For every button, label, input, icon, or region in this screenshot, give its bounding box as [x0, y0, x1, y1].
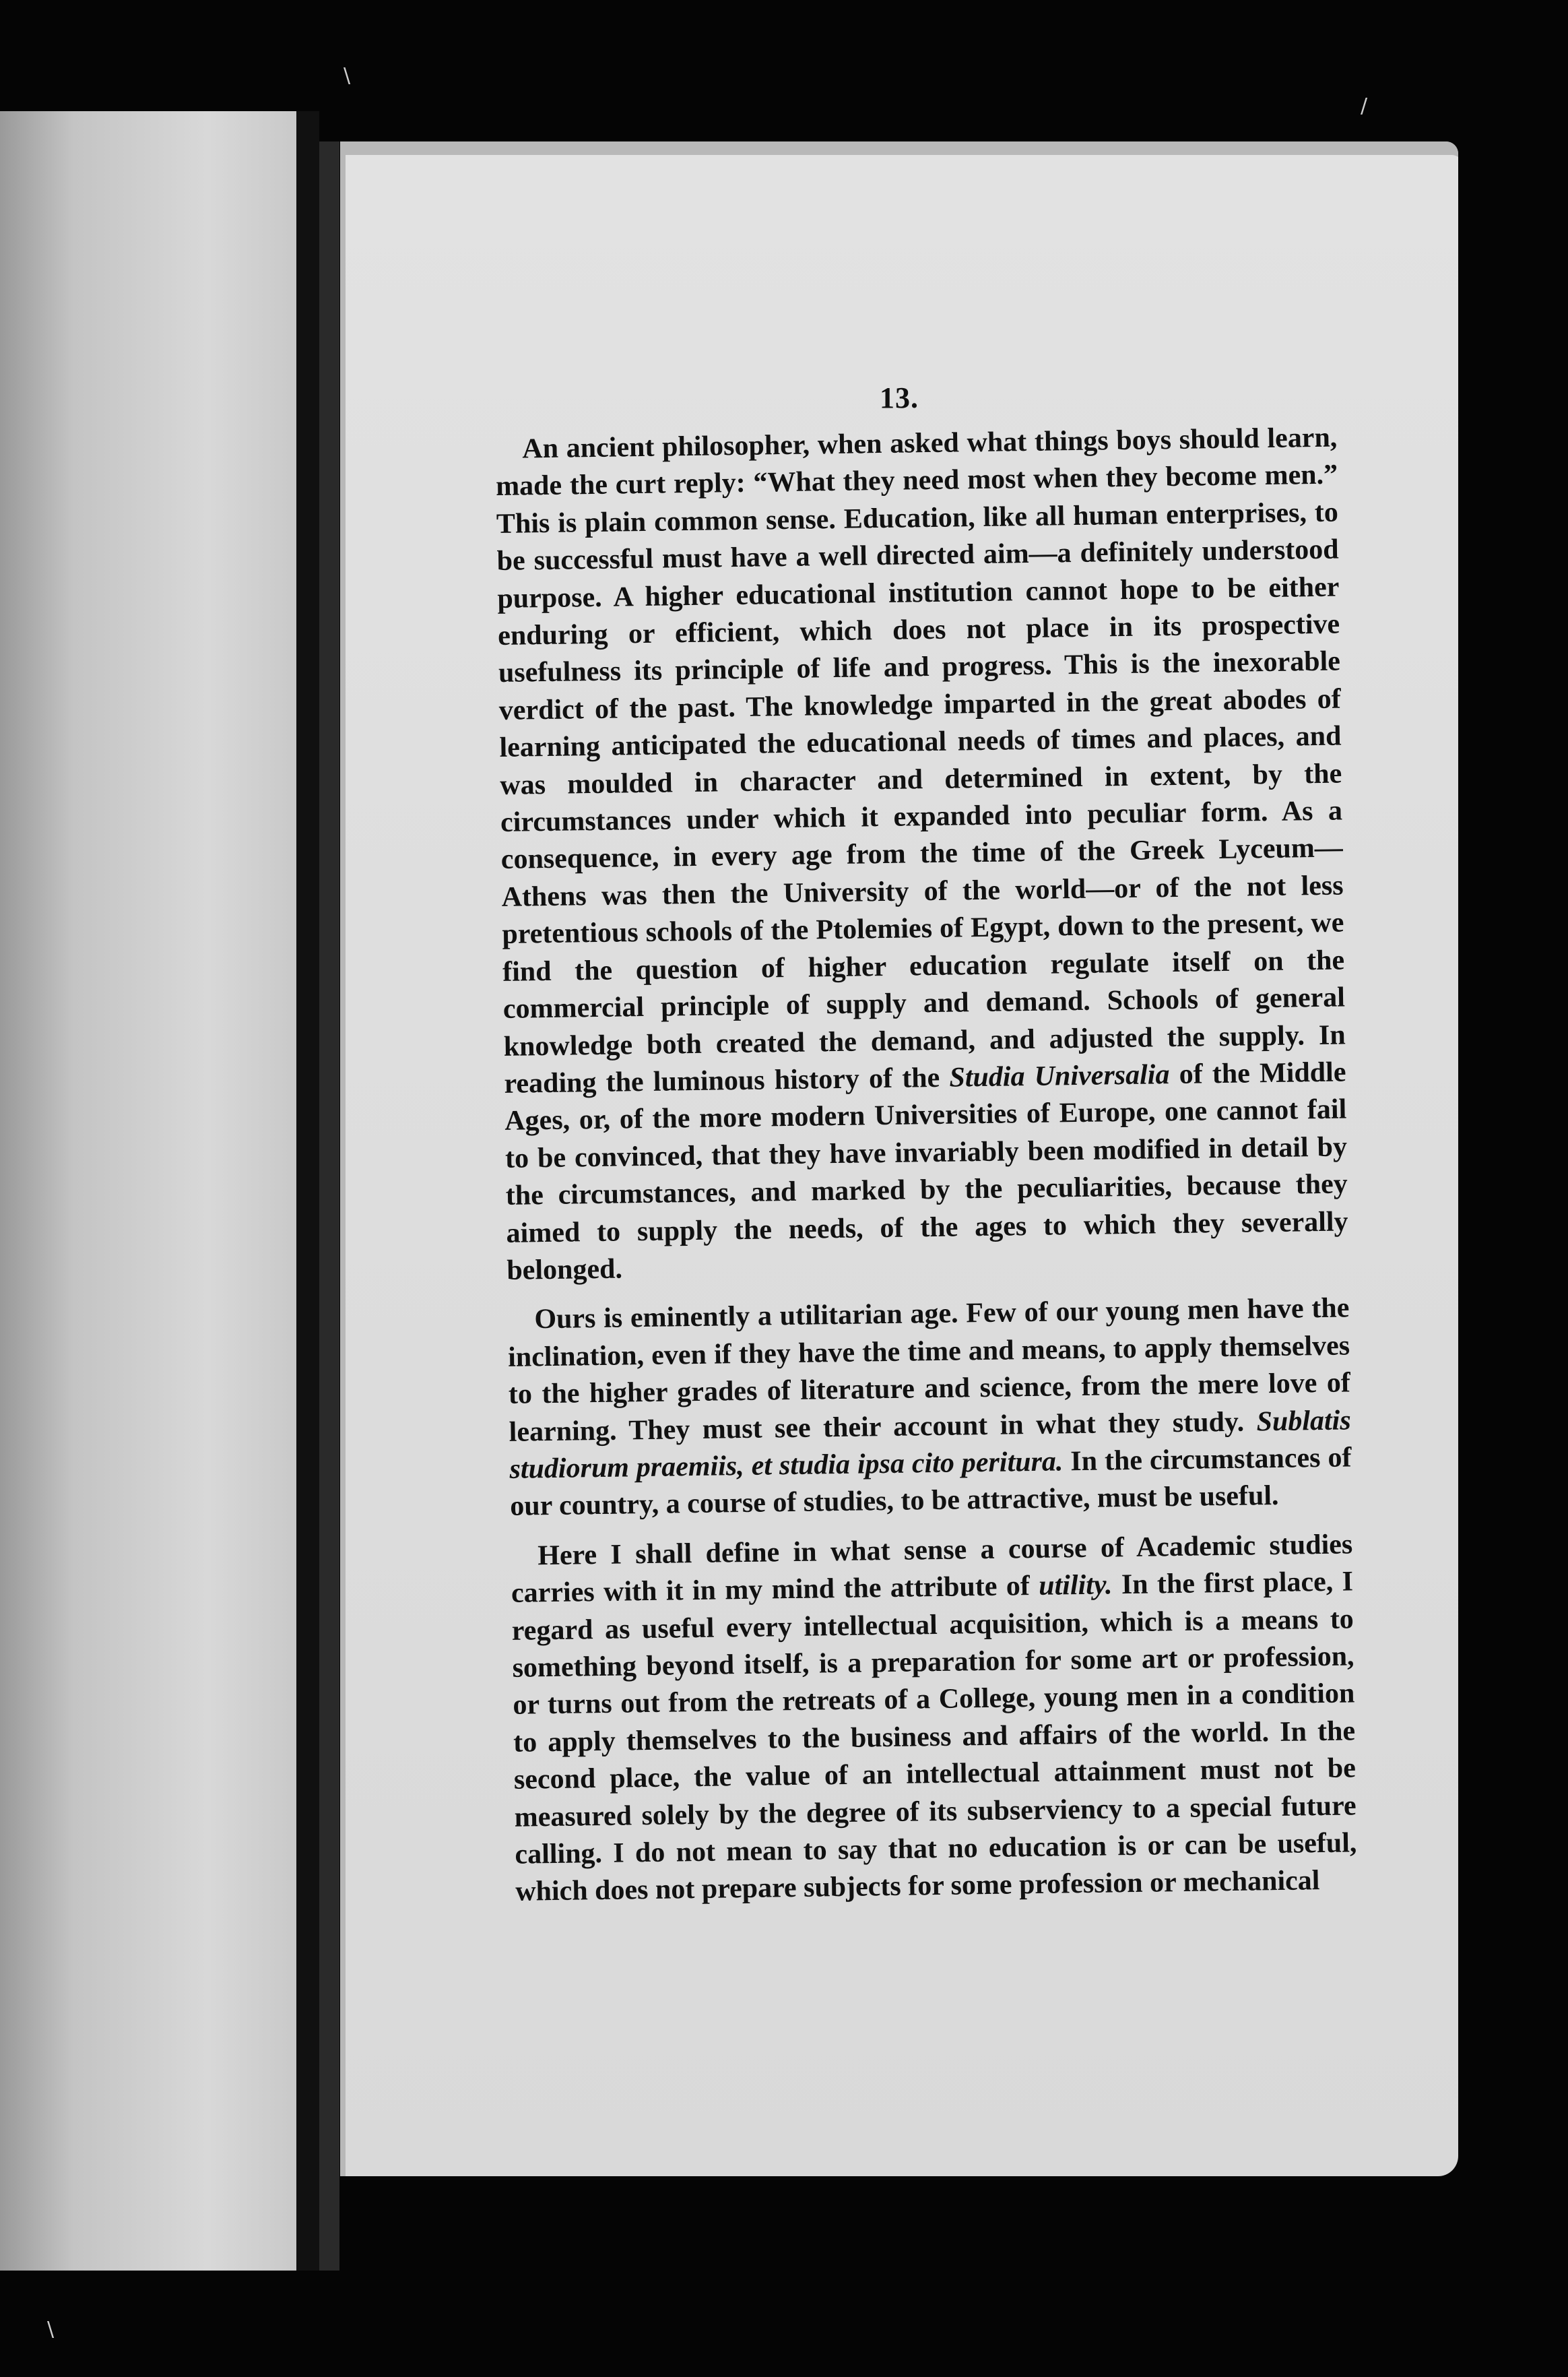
paragraph-2-italic: Sublatis studiorum praemiis, et studia ipsa cito peritura. — [509, 1404, 1351, 1485]
paragraph-2 — [507, 1290, 1352, 1526]
page-number: 13. — [880, 381, 919, 414]
paragraph-2-text-end: In the circumstances of our country, a course of studies, to be attractive, must be useful. — [509, 1442, 1352, 1523]
paragraph-1 — [495, 420, 1349, 1290]
paragraph-3-text-end: In the first place, I regard as useful every intellectual acquisition, which is a means to something beyond itself, is a preparation for some art or profession, or turns out from the retreats of a College, young men in a condition to apply themselves to the business and affairs of the world. In the second place, the value of an intellectual attainment must not be measured solely by the degree of its subserviency to a special future calling. I do not mean to say that no education is or can be useful, which does not prepare subjects for some profession or mechanical — [511, 1566, 1357, 1908]
page-edge-shadow — [319, 141, 339, 2271]
scan-speck: / — [1361, 94, 1368, 118]
paragraph-1-text: An ancient philosopher, when asked what things boys should learn, made the curt reply: “What they need most when they become men.” This is plain common sense. Education, like all human enterprises, to be successful must have a well directed aim—a definitely understood purpose. A higher educational institution cannot hope to be either enduring or efficient, which does not place in its prospective usefulness its principle of life and progress. This is the inexorable verdict of the past. The knowledge imparted in the great abodes of learning anticipated the educational needs of times and places, and was moulded in character and determined in extent, by the circumstances under which it expanded into peculiar form. As a consequence, in every age from the time of the Greek Lyceum—Athens was then the University of the world—or of the not less pretentious schools of the Ptolemies of Egypt, down to the present, we find the question of higher education regulate itself on the commercial principle of supply and demand. Schools of general knowledge both created the demand, and adjusted the supply. In reading the luminous history of the — [495, 422, 1346, 1100]
paragraph-1-text-end: of the Middle Ages, or, of the more modern Universities of Europe, one cannot fail to be convinced, that they have invariably been modified in detail by the circumstances, and marked by the peculiarities, because they aimed to supply the needs, of the ages to which they severally belonged. — [504, 1056, 1348, 1286]
paragraph-3-italic: utility. — [1038, 1569, 1113, 1602]
paragraph-3-text: Here I shall define in what sense a course of Academic studies carries with it in my mind the attribute of — [511, 1529, 1353, 1610]
body-text — [495, 420, 1358, 1911]
book-gutter — [296, 111, 319, 2271]
scan-speck: \ — [47, 2318, 55, 2341]
paragraph-2-text: Ours is eminently a utilitarian age. Few of our young men have the inclination, even if they have the time and means, to apply themselves to the higher grades of literature and science, from the mere love of learning. They must see their account in what they study. — [507, 1292, 1351, 1448]
paragraph-1-italic: Studia Universalia — [949, 1059, 1170, 1094]
scan-speck: \ — [344, 64, 351, 88]
facing-page — [0, 111, 296, 2271]
paragraph-3 — [511, 1526, 1358, 1911]
book-page — [340, 141, 1458, 2176]
